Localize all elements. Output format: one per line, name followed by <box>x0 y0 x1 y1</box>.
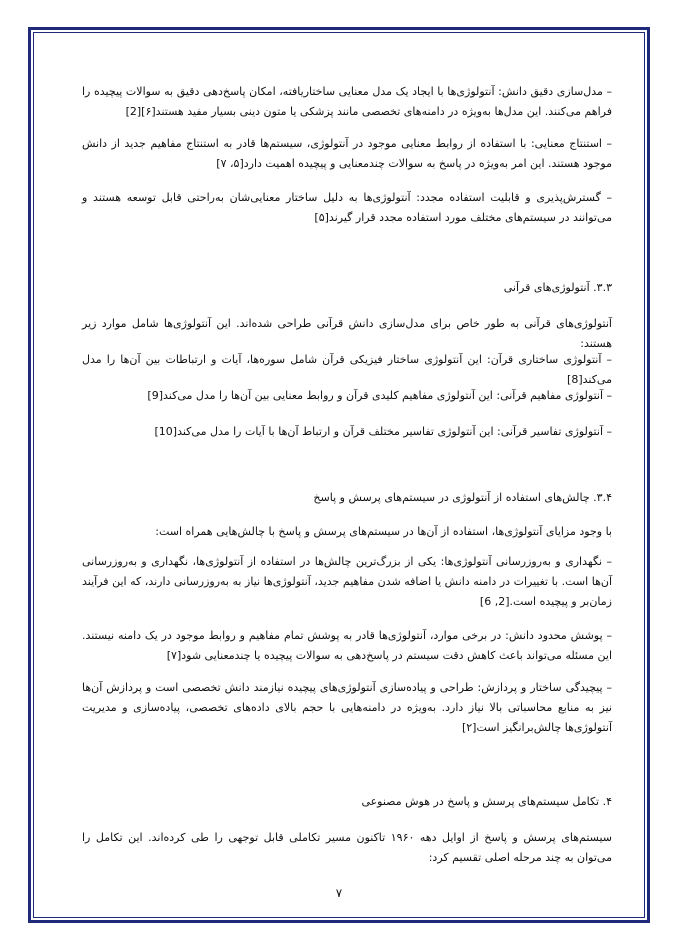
list-item-structural-ontology: – آنتولوژی ساختاری قرآن: این آنتولوژی ساختار فیزیکی قرآن شامل سوره‌ها، آیات و ارتباطات بین آن‌ها را مدل می‌کند[8] <box>82 353 612 386</box>
list-item-concept-ontology: – آنتولوژی مفاهیم قرآنی: این آنتولوژی مفاهیم کلیدی قرآن و روابط معنایی بین آن‌ها را مدل می‌کند[9] <box>147 389 612 402</box>
paragraph-challenges-intro: با وجود مزایای آنتولوژی‌ها، استفاده از آن‌ها در سیستم‌های پرسش و پاسخ با چالش‌هایی همراه است: <box>155 525 612 538</box>
page-number: ۷ <box>335 886 343 900</box>
paragraph-qa-evolution: سیستم‌های پرسش و پاسخ از اوایل دهه ۱۹۶۰ تاکنون مسیر تکاملی قابل توجهی را طی کرده‌اند. این تکامل را می‌توان به چند مرحله اصلی تقسیم کرد: <box>82 831 612 864</box>
paragraph-extensibility: – گسترش‌پذیری و قابلیت استفاده مجدد: آنتولوژی‌ها به دلیل ساختار معنایی‌شان به‌راحتی قابل توسعه هستند و می‌توانند در سیستم‌های مختلف مورد استفاده مجدد قرار گیرند[۵] <box>82 191 612 224</box>
list-item-tafsir-ontology: – آنتولوژی تفاسیر قرآنی: این آنتولوژی تفاسیر مختلف قرآن و ارتباط آن‌ها با آیات را مدل می‌کند[10] <box>154 425 612 438</box>
section-heading-challenges: ۳.۴. چالش‌های استفاده از آنتولوژی در سیستم‌های پرسش و پاسخ <box>313 491 612 504</box>
paragraph-semantic-inference: – استنتاج معنایی: با استفاده از روابط معنایی موجود در آنتولوژی، سیستم‌ها قادر به استنتاج مفاهیم جدید از دانش موجود هستند. این امر به‌ویژه در پاسخ به سوالات چندمعنایی و پیچیده اهمیت دارد[۵، ۷] <box>82 137 612 170</box>
paragraph-limited-coverage: – پوشش محدود دانش: در برخی موارد، آنتولوژی‌ها قادر به پوشش تمام مفاهیم و روابط موجود در یک دامنه نیستند. این مسئله می‌تواند باعث کاهش دقت سیستم در پاسخ‌دهی به سوالات پیچیده یا چندمعنایی شود[۷] <box>82 629 612 662</box>
section-heading-qa-evolution: ۴. تکامل سیستم‌های پرسش و پاسخ در هوش مصنوعی <box>361 795 612 808</box>
paragraph-quranic-intro: آنتولوژی‌های قرآنی به طور خاص برای مدل‌سازی دانش قرآنی طراحی شده‌اند. این آنتولوژی‌ها شامل موارد زیر هستند: <box>82 317 612 350</box>
paragraph-maintenance: – نگهداری و به‌روزرسانی آنتولوژی‌ها: یکی از بزرگ‌ترین چالش‌ها در استفاده از آنتولوژی‌ها، نگهداری و به‌روزرسانی آن‌ها است. با تغییرات در دامنه دانش یا اضافه شدن مفاهیم جدید، آنتولوژی‌ها نیاز به به‌روزرسانی دارند، که این فرآیند زمان‌بر و پیچیده است.[2, 6] <box>82 555 612 608</box>
paragraph-precise-modeling: – مدل‌سازی دقیق دانش: آنتولوژی‌ها با ایجاد یک مدل معنایی ساختاریافته، امکان پاسخ‌دهی دقیق به سوالات پیچیده را فراهم می‌کنند. این مدل‌ها به‌ویژه در دامنه‌های تخصصی مانند پزشکی یا متون دینی بسیار مفید هستند[۶][2] <box>82 85 612 118</box>
paragraph-complexity: – پیچیدگی ساختار و پردازش: طراحی و پیاده‌سازی آنتولوژی‌های پیچیده نیازمند دانش تخصصی است و پردازش آن‌ها نیز به منابع محاسباتی بالا نیاز دارد. به‌ویژه در دامنه‌هایی با حجم بالای داده‌های تخصصی، پیاده‌سازی و مدیریت آنتولوژی‌ها چالش‌برانگیز است[۲] <box>82 681 612 734</box>
section-heading-quranic-ontologies: ۳.۳. آنتولوژی‌های قرآنی <box>503 281 612 294</box>
